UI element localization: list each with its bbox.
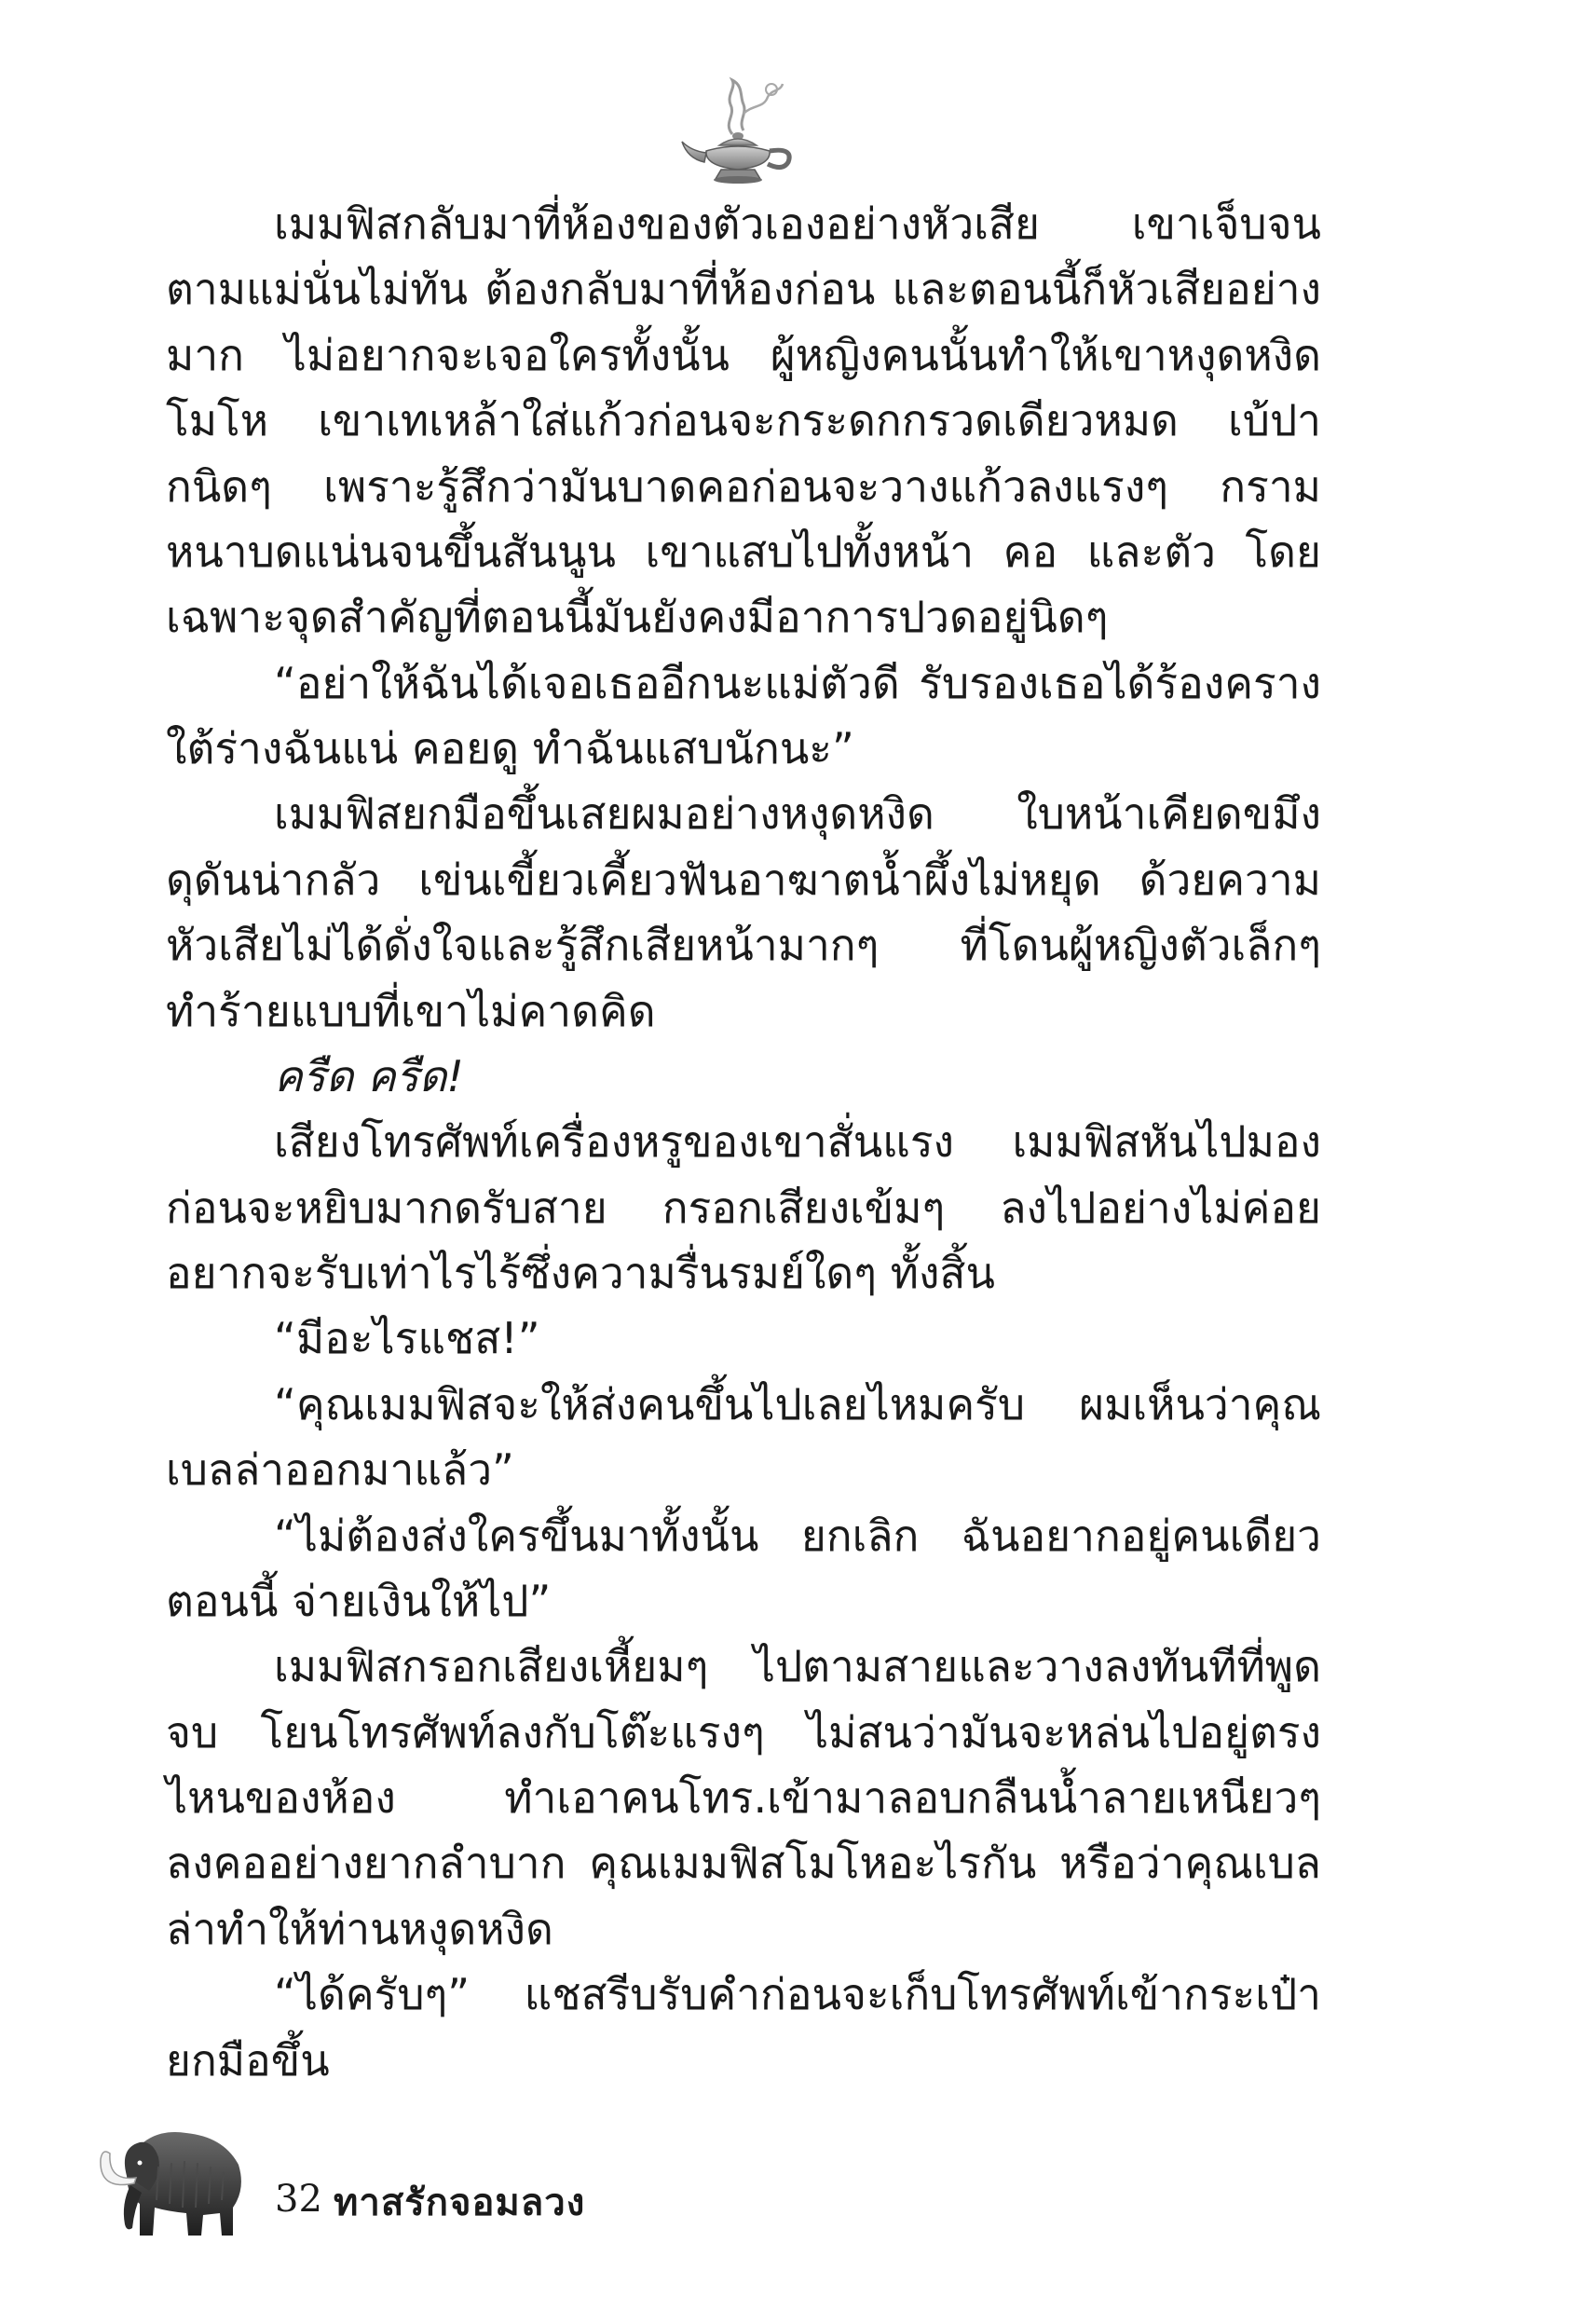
mammoth-icon (93, 2111, 252, 2241)
book-title: ทาสรักจอมลวง (334, 2181, 586, 2224)
paragraph: “ไม่ต้องส่งใครขึ้นมาทั้งนั้น ยกเลิก ฉันอยากอยู่คนเดียวตอนนี้ จ่ายเงินให้ไป” (166, 1510, 1321, 1626)
body-text (166, 191, 1321, 2093)
paragraph: “มีอะไรแชส!” (274, 1313, 540, 1364)
paragraph-sound-effect (166, 1044, 1321, 1109)
paragraph: “คุณเมมฟิสจะให้ส่งคนขึ้นไปเลยไหมครับ ผมเห็นว่าคุณเบลล่าออกมาแล้ว” (166, 1378, 1321, 1496)
paragraph: “ได้ครับๆ” แชสรีบรับคำก่อนจะเก็บโทรศัพท์เข้ากระเป๋า ยกมือขึ้น (166, 1969, 1321, 2085)
paragraph: “อย่าให้ฉันได้เจอเธออีกนะแม่ตัวดี รับรองเธอได้ร้องครางใต้ร่างฉันแน่ คอยดู ทำฉันแสบนักนะ” (166, 657, 1321, 773)
paragraph: เมมฟิสยกมือขึ้นเสยผมอย่างหงุดหงิด ใบหน้าเคียดขมึงดุดันน่ากลัว เข่นเขี้ยวเคี้ยวฟันอาฆาตน้ำผึ้งไม่หยุด ด้วยความหัวเสียไม่ได้ดั่งใจและรู้สึกเสียหน้ามากๆ ที่โดนผู้หญิงตัวเล็กๆ ทำร้ายแบบที่เขาไม่คาดคิด (166, 788, 1321, 1036)
paragraph: เสียงโทรศัพท์เครื่องหรูของเขาสั่นแรง เมมฟิสหันไปมองก่อนจะหยิบมากดรับสาย กรอกเสียงเข้มๆ ลงไปอย่างไม่ค่อยอยากจะรับเท่าไรไร้ซึ่งความรื่นรมย์ใดๆ ทั้งสิ้น (166, 1116, 1321, 1298)
genie-lamp-icon (678, 76, 799, 186)
paragraph: เมมฟิสกลับมาที่ห้องของตัวเองอย่างหัวเสีย เขาเจ็บจนตามแม่นั่นไม่ทัน ต้องกลับมาที่ห้องก่อน และตอนนี้ก็หัวเสียอย่างมาก ไม่อยากจะเจอใครทั้งนั้น ผู้หญิงคนนั้นทำให้เขาหงุดหงิดโมโห เขาเทเหล้าใส่แก้วก่อนจะกระดกกรวดเดียวหมด เบ้ปากนิดๆ เพราะรู้สึกว่ามันบาดคอก่อนจะวางแก้วลงแรงๆ กรามหนาบดแน่นจนขึ้นสันนูน เขาแสบไปทั้งหน้า คอ และตัว โดยเฉพาะจุดสำคัญที่ตอนนี้มันยังคงมีอาการปวดอยู่นิดๆ (166, 198, 1321, 643)
paragraph: เมมฟิสกรอกเสียงเหี้ยมๆ ไปตามสายและวางลงทันทีที่พูดจบ โยนโทรศัพท์ลงกับโต๊ะแรงๆ ไม่สนว่ามันจะหล่นไปอยู่ตรงไหนของห้อง ทำเอาคนโทร.เข้ามาลอบกลืนน้ำลายเหนียวๆ ลงคออย่างยากลำบาก คุณเมมฟิสโมโหอะไรกัน หรือว่าคุณเบลล่าทำให้ท่านหงุดหงิด (166, 1641, 1321, 1954)
sound-effect-text: ครืด ครืด! (274, 1050, 464, 1101)
page-number: 32 (275, 2178, 322, 2221)
page-footer (93, 2111, 745, 2250)
